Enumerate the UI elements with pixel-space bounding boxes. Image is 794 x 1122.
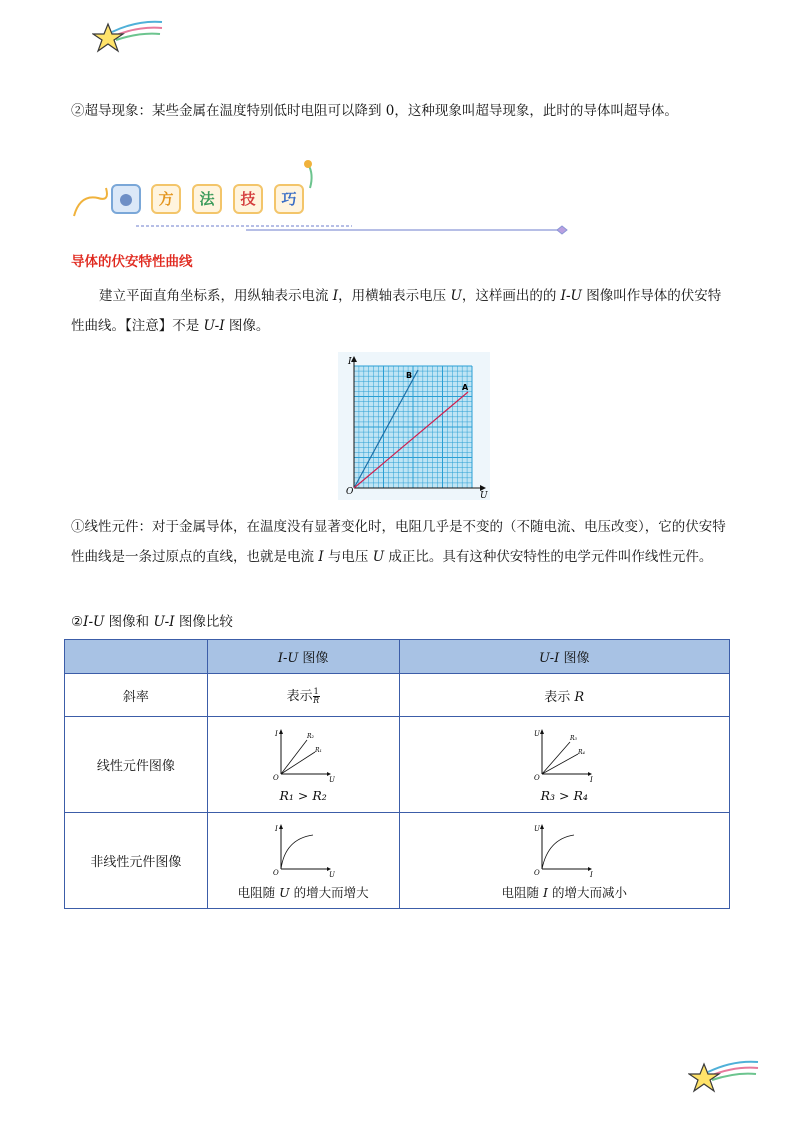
text: 图像和	[104, 614, 154, 630]
caption-nonlinear-ui	[400, 883, 730, 901]
text: 建立平面直角坐标系，用纵轴表示电流	[99, 288, 333, 304]
section-banner-decoration	[70, 158, 580, 240]
origin-label: O	[534, 774, 540, 782]
fraction	[313, 688, 320, 705]
var-u: U	[279, 884, 290, 900]
var-r: R	[574, 689, 585, 705]
text: 电阻随	[501, 884, 544, 900]
table-header-row	[65, 640, 730, 674]
linear-iu-graph	[271, 726, 335, 782]
axis-label: U	[329, 870, 336, 877]
circle-icon	[120, 194, 132, 206]
text: 电阻随	[237, 884, 280, 900]
table-row-nonlinear	[65, 813, 730, 909]
text: 成正比。具有这种伏安特性的电学元件叫作线性元件。	[384, 549, 713, 565]
text: ②	[71, 614, 84, 630]
text: I-U	[277, 651, 299, 666]
axis-label: I	[590, 870, 594, 877]
header-iu	[207, 640, 399, 674]
text: 图像。	[224, 318, 270, 334]
line-label: R₃	[570, 735, 578, 742]
header-ui	[399, 640, 730, 674]
text: ，这样画出的的	[461, 288, 561, 304]
paragraph-compare	[71, 607, 731, 637]
header-blank	[65, 640, 208, 674]
cell-linear-ui	[399, 717, 730, 813]
heading-iv-curve: 导体的伏安特性曲线	[71, 254, 193, 270]
section-badge-char: 法	[192, 184, 222, 214]
text: 表示	[544, 689, 575, 705]
figure-origin: O	[346, 487, 354, 497]
var-u: U	[372, 549, 385, 565]
text: U-I	[539, 651, 560, 666]
section-badge-char: 巧	[274, 184, 304, 214]
cell-slope-iu	[207, 674, 399, 717]
text: 与电压	[323, 549, 373, 565]
iu-figure	[338, 352, 490, 500]
var-u: U	[450, 288, 462, 304]
figure-axis-u: U	[480, 491, 488, 500]
line-label: R₄	[578, 749, 586, 756]
shooting-star-icon	[92, 18, 164, 58]
line-label: R₂	[307, 733, 315, 740]
section-badge-char: 方	[151, 184, 181, 214]
text: 图像	[559, 651, 590, 666]
nonlinear-ui-graph	[532, 821, 596, 877]
text: 的增大而增大	[289, 884, 369, 900]
row-label: 线性元件图像	[65, 717, 208, 813]
caption-r1-r2: R₁ > R₂	[279, 788, 327, 803]
paragraph-define	[71, 281, 731, 341]
paragraph-linear	[71, 512, 731, 572]
comparison-table	[64, 639, 730, 909]
term-ui: U-I	[203, 318, 225, 334]
paragraph-superconduct	[71, 96, 731, 126]
caption-r3-r4: R₃ > R₄	[540, 788, 588, 803]
row-label: 非线性元件图像	[65, 813, 208, 909]
var-i: I	[543, 884, 548, 900]
section-badge-circle	[111, 184, 141, 214]
figure-label-a: A	[462, 383, 469, 392]
cell-slope-ui	[399, 674, 730, 717]
axis-label: I	[275, 730, 278, 738]
term-iu: I-U	[560, 288, 582, 304]
axis-label: I	[275, 824, 278, 833]
numerator: 1	[313, 687, 319, 696]
text: ，用横轴表示电压	[338, 288, 451, 304]
var-i: I	[332, 288, 339, 304]
text: 图像	[298, 651, 329, 666]
axis-label: U	[534, 824, 541, 833]
table-row-slope	[65, 674, 730, 717]
denominator: R	[313, 696, 320, 705]
cell-nonlinear-iu	[207, 813, 399, 909]
text: 图像叫作导体的伏安特性曲线。【注意】不是	[71, 288, 722, 334]
term-iu: I-U	[83, 614, 105, 630]
origin-label: O	[273, 774, 279, 782]
axis-label: U	[534, 730, 541, 738]
figure-axis-i: I	[348, 357, 352, 367]
figure-label-b: B	[406, 371, 413, 380]
text: ①线性元件：对于金属导体，在温度没有显著变化时，电阻几乎是不变的（不随电流、电压改变），它的伏安特性曲线是一条过原点的直线，也就是电流	[71, 519, 726, 565]
line-label: R₁	[315, 747, 323, 754]
section-badge-char: 技	[233, 184, 263, 214]
nonlinear-iu-graph	[271, 821, 335, 877]
linear-ui-graph	[532, 726, 596, 782]
text: 的增大而减小	[547, 884, 627, 900]
axis-label: I	[590, 776, 594, 782]
var-i: I	[318, 549, 324, 565]
cell-linear-iu	[207, 717, 399, 813]
origin-label: O	[273, 868, 279, 877]
cell-nonlinear-ui	[399, 813, 730, 909]
axis-label: U	[329, 776, 336, 782]
shooting-star-icon	[688, 1058, 760, 1098]
origin-label: O	[534, 868, 540, 877]
text-superconduct: ②超导现象：某些金属在温度特别低时电阻可以降到 0，这种现象叫超导现象，此时的导体叫超导体。	[71, 103, 678, 119]
row-label: 斜率	[65, 674, 208, 717]
table-row-linear	[65, 717, 730, 813]
text: 表示	[286, 689, 313, 704]
term-ui: U-I	[153, 614, 175, 630]
text: 图像比较	[174, 614, 233, 630]
caption-nonlinear-iu	[208, 883, 399, 901]
